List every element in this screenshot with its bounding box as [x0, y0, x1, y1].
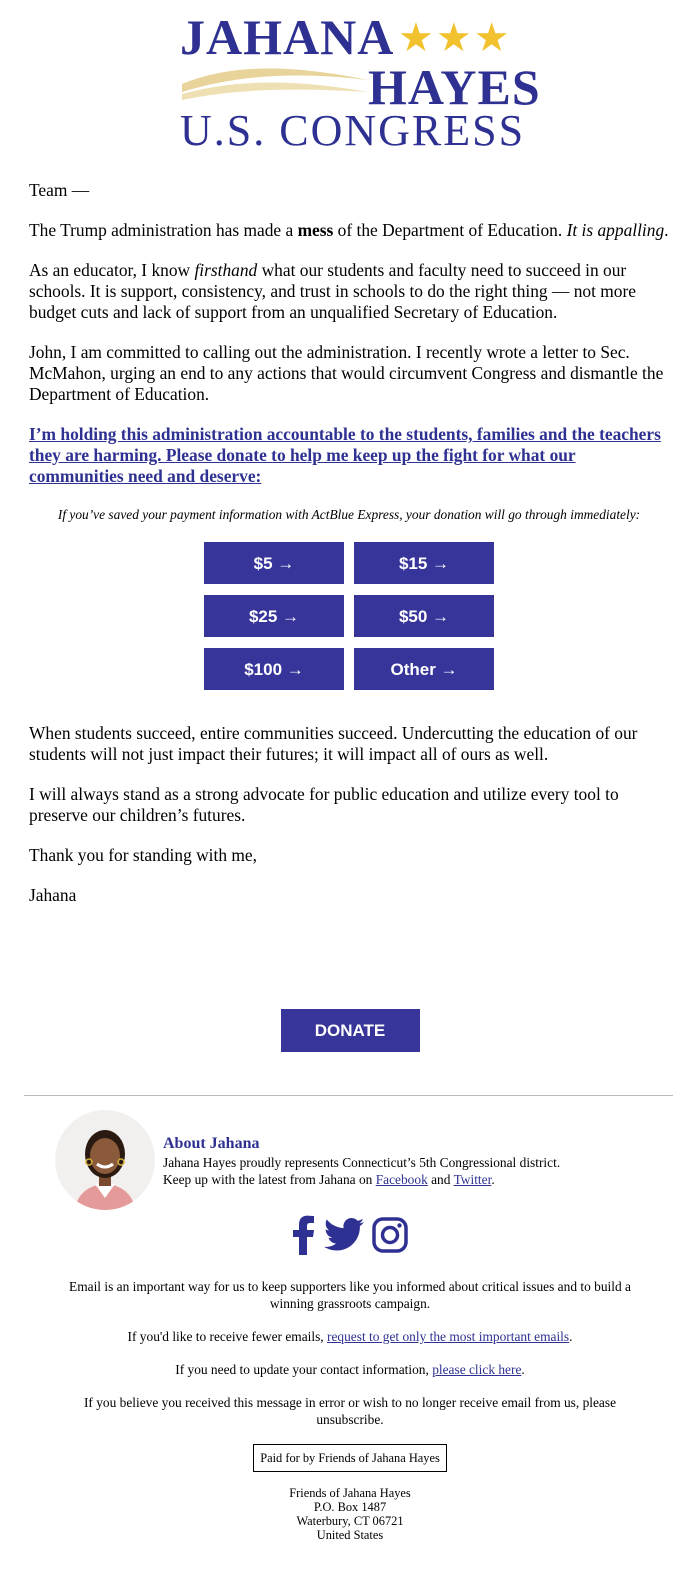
signature: Jahana [29, 885, 77, 905]
logo-stars-icon: ★★★ [398, 15, 512, 60]
text: of the Department of Education. [333, 220, 567, 240]
bold-text: mess [297, 220, 334, 240]
footer-update-contact [50, 1361, 650, 1378]
text: As an educator, I know [29, 260, 195, 280]
donate-cta-link[interactable]: I’m holding this administration accountable to the students, families and the teachers they are harming. Please donate to help me keep up the fight for what our communities need and deserve: [29, 424, 661, 486]
footer [50, 1278, 650, 1542]
paragraph-5: I will always stand as a strong advocate for public education and utilize every tool to preserve our children’s futures. [29, 784, 619, 825]
donate-50-button[interactable]: $50 → [354, 595, 494, 637]
donate-button[interactable]: DONATE [281, 1009, 420, 1052]
twitter-icon[interactable] [324, 1218, 364, 1252]
donate-5-button[interactable]: $5 → [204, 542, 344, 584]
facebook-icon[interactable] [290, 1215, 316, 1255]
divider [24, 1095, 673, 1096]
closing: Thank you for standing with me, [29, 845, 257, 865]
address-line: Waterbury, CT 06721 [296, 1514, 404, 1528]
fewer-emails-link[interactable]: request to get only the most important emails [327, 1329, 570, 1344]
address-line: P.O. Box 1487 [313, 1500, 387, 1514]
footer-fewer-emails [50, 1328, 650, 1345]
footer-unsubscribe-note: If you believe you received this message in error or wish to no longer receive email from us, please unsubscribe. [83, 1395, 617, 1427]
about-section [163, 1134, 673, 1188]
facebook-link[interactable]: Facebook [375, 1172, 428, 1187]
instagram-icon[interactable] [372, 1217, 408, 1253]
donate-15-button[interactable]: $15 → [354, 542, 494, 584]
italic-text: firsthand [194, 260, 258, 280]
portrait-icon [55, 1110, 155, 1210]
italic-text: It is appalling [566, 220, 665, 240]
twitter-link[interactable]: Twitter [453, 1172, 492, 1187]
paragraph-2 [29, 260, 669, 323]
donate-other-button[interactable]: Other → [354, 648, 494, 690]
paragraph-1 [29, 220, 669, 241]
text: Keep up with the latest from Jahana on [163, 1172, 376, 1187]
donate-25-button[interactable]: $25 → [204, 595, 344, 637]
footer-email-note: Email is an important way for us to keep supporters like you informed about critical issues and to build a winning grassroots campaign. [69, 1279, 631, 1311]
text: If you need to update your contact information, [175, 1362, 433, 1377]
text: . [569, 1329, 573, 1344]
update-contact-link[interactable]: please click here [432, 1362, 522, 1377]
address-line: United States [316, 1528, 384, 1542]
text: and [427, 1172, 454, 1187]
social-links [290, 1214, 408, 1256]
logo-first-name: JAHANA [180, 9, 395, 65]
about-line-2 [163, 1171, 673, 1188]
logo-swoosh-icon [180, 62, 370, 102]
campaign-logo [0, 0, 700, 160]
about-title: About Jahana [163, 1135, 260, 1152]
donate-button-wrap [0, 1009, 700, 1052]
donate-100-button[interactable]: $100 → [204, 648, 344, 690]
text: . [664, 220, 669, 240]
paragraph-4: When students succeed, entire communities succeed. Undercutting the education of our students will not just impact their futures; it will impact all of ours as well. [29, 723, 638, 764]
logo-last-name: HAYES [368, 59, 541, 115]
text: The Trump administration has made a [29, 220, 298, 240]
avatar [55, 1110, 155, 1210]
text: If you'd like to receive fewer emails, [127, 1329, 327, 1344]
mailing-address [50, 1486, 650, 1542]
actblue-express-note: If you’ve saved your payment information with ActBlue Express, your donation will go through immediately: [57, 507, 641, 522]
paragraph-3: John, I am committed to calling out the administration. I recently wrote a letter to Sec. McMahon, urging an end to any actions that would circumvent Congress and dismantle the Department of Education. [29, 342, 664, 404]
text: . [491, 1172, 495, 1187]
paid-for-disclaimer: Paid for by Friends of Jahana Hayes [253, 1444, 447, 1472]
greeting: Team — [29, 180, 90, 200]
email-body [29, 180, 669, 925]
text: what our students and faculty need to succeed in our schools. It is support, consistency, and trust in schools to do the right thing — not more budget cuts and lack of support from an unqualified Secretary of Education. [29, 260, 637, 322]
about-line-1: Jahana Hayes proudly represents Connecticut’s 5th Congressional district. [163, 1155, 561, 1170]
logo-tagline: U.S. CONGRESS [180, 106, 526, 155]
text: . [521, 1362, 525, 1377]
donation-button-grid [204, 542, 494, 690]
address-line: Friends of Jahana Hayes [289, 1486, 411, 1500]
